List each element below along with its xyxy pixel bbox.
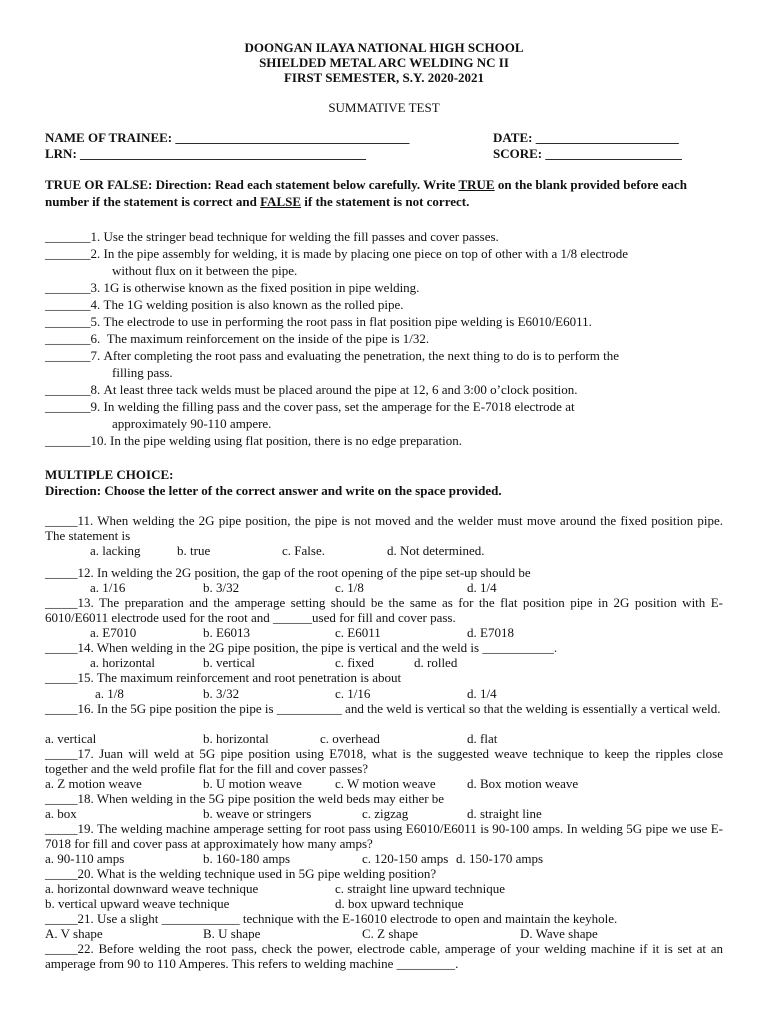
tf-statement: In the pipe assembly for welding, it is made by placing one piece on top of other with a 1/8 electrode bbox=[103, 246, 629, 261]
q14-options bbox=[0, 655, 700, 670]
school-name: DOONGAN ILAYA NATIONAL HIGH SCHOOL bbox=[244, 40, 524, 55]
option-a[interactable]: a. 1/8 bbox=[95, 686, 124, 701]
option-b[interactable]: b. 3/32 bbox=[203, 686, 240, 701]
lrn-field[interactable]: LRN: ____________________________________________ bbox=[45, 146, 367, 161]
tf-number: _______6. bbox=[45, 331, 107, 346]
tf-statement: The 1G welding position is also known as the rolled pipe. bbox=[103, 297, 404, 312]
option-a[interactable]: a. 1/16 bbox=[90, 580, 126, 595]
option-b[interactable]: b. horizontal bbox=[203, 731, 269, 746]
tf-item-9[interactable] bbox=[45, 398, 725, 415]
option-d[interactable]: d. 1/4 bbox=[467, 580, 497, 595]
tf-list bbox=[45, 228, 725, 449]
q16-options bbox=[0, 731, 700, 746]
tf-item-8[interactable] bbox=[45, 381, 725, 398]
option-b[interactable]: B. U shape bbox=[203, 926, 261, 941]
tf-statement: The electrode to use in performing the root pass in flat position pipe welding is E6010/E6011. bbox=[103, 314, 592, 329]
option-c[interactable]: c. False. bbox=[282, 543, 325, 558]
tf-true-word: TRUE bbox=[458, 177, 495, 192]
option-a[interactable]: a. vertical bbox=[45, 731, 97, 746]
tf-statement: At least three tack welds must be placed around the pipe at 12, 6 and 3:00 o’clock position. bbox=[103, 382, 578, 397]
q12-options bbox=[0, 580, 700, 595]
score-field[interactable]: SCORE: _____________________ bbox=[493, 146, 682, 161]
tf-statement: 1G is otherwise known as the fixed position in pipe welding. bbox=[103, 280, 420, 295]
tf-number: _______3. bbox=[45, 280, 104, 295]
option-d[interactable]: d. flat bbox=[467, 731, 498, 746]
tf-direction-mid: on the blank provided before each number if the statement is correct and bbox=[45, 177, 687, 209]
tf-number: _______10. bbox=[45, 433, 110, 448]
question-21[interactable]: _____21. Use a slight ____________ technique with the E-16010 electrode to open and maintain the keyhole. bbox=[45, 911, 618, 926]
q15-options bbox=[0, 686, 700, 701]
option-a[interactable]: A. V shape bbox=[45, 926, 103, 941]
option-b[interactable]: b. 160-180 amps bbox=[203, 851, 291, 866]
q20-options-row2 bbox=[0, 896, 700, 911]
question-22[interactable]: _____22. Before welding the root pass, check the power, electrode cable, amperage of your welding machine if it is set at an amperage from 90 to 110 Amperes. This refers to welding machine _________. bbox=[45, 941, 723, 971]
name-field[interactable]: NAME OF TRAINEE: ____________________________________ bbox=[45, 130, 410, 145]
question-12[interactable]: _____12. In welding the 2G position, the gap of the root opening of the pipe set-up should be bbox=[45, 565, 531, 580]
question-14[interactable]: _____14. When welding in the 2G pipe position, the pipe is vertical and the weld is ___________. bbox=[45, 640, 558, 655]
option-c[interactable]: c. E6011 bbox=[335, 625, 381, 640]
tf-item-7[interactable] bbox=[45, 347, 725, 364]
tf-item-10[interactable] bbox=[45, 432, 725, 449]
option-a[interactable]: a. E7010 bbox=[90, 625, 137, 640]
tf-item-4[interactable] bbox=[45, 296, 725, 313]
tf-item-5[interactable] bbox=[45, 313, 725, 330]
option-b[interactable]: b. weave or stringers bbox=[203, 806, 312, 821]
option-d[interactable]: d. Not determined. bbox=[387, 543, 485, 558]
q18-options bbox=[0, 806, 700, 821]
tf-direction-prefix: TRUE OR FALSE: Direction: Read each statement below carefully. Write bbox=[45, 177, 459, 192]
option-c[interactable]: c. W motion weave bbox=[335, 776, 436, 791]
option-c[interactable]: c. zigzag bbox=[362, 806, 409, 821]
tf-item-6[interactable] bbox=[45, 330, 725, 347]
tf-statement: After completing the root pass and evaluating the penetration, the next thing to do is to perform the bbox=[103, 348, 620, 363]
option-d[interactable]: d. straight line bbox=[467, 806, 542, 821]
q20-options-row1 bbox=[0, 881, 700, 896]
option-d[interactable]: d. 1/4 bbox=[467, 686, 497, 701]
q11-options bbox=[0, 543, 700, 558]
q17-options bbox=[0, 776, 700, 791]
test-title: SUMMATIVE TEST bbox=[328, 100, 440, 115]
option-a[interactable]: a. Z motion weave bbox=[45, 776, 142, 791]
option-c[interactable]: c. straight line upward technique bbox=[335, 881, 506, 896]
tf-statement-continued: filling pass. bbox=[112, 365, 173, 380]
tf-number: _______1. bbox=[45, 229, 104, 244]
option-b[interactable]: b. vertical bbox=[203, 655, 255, 670]
option-d[interactable]: d. box upward technique bbox=[335, 896, 464, 911]
option-d[interactable]: d. 150-170 amps bbox=[456, 851, 544, 866]
option-c[interactable]: c. 120-150 amps bbox=[362, 851, 449, 866]
tf-false-word: FALSE bbox=[260, 194, 302, 209]
option-a[interactable]: a. horizontal downward weave technique bbox=[45, 881, 259, 896]
q19-options bbox=[0, 851, 700, 866]
q13-options bbox=[0, 625, 700, 640]
tf-number: _______2. bbox=[45, 246, 104, 261]
tf-item-1[interactable] bbox=[45, 228, 725, 245]
tf-number: _______7. bbox=[45, 348, 104, 363]
tf-statement-continued: approximately 90-110 ampere. bbox=[112, 416, 272, 431]
question-16[interactable]: _____16. In the 5G pipe position the pipe is __________ and the weld is vertical so that the welding is essentially a vertical weld. bbox=[45, 701, 721, 716]
semester-label: FIRST SEMESTER, S.Y. 2020-2021 bbox=[283, 70, 485, 85]
q21-options bbox=[0, 926, 700, 941]
option-d[interactable]: d. E7018 bbox=[467, 625, 514, 640]
option-d[interactable]: d. rolled bbox=[414, 655, 458, 670]
mc-title: MULTIPLE CHOICE: bbox=[45, 467, 174, 482]
option-a[interactable]: a. 90-110 amps bbox=[45, 851, 125, 866]
option-b[interactable]: b. U motion weave bbox=[203, 776, 302, 791]
mc-direction: Direction: Choose the letter of the correct answer and write on the space provided. bbox=[45, 483, 502, 498]
tf-statement: In the pipe welding using flat position, there is no edge preparation. bbox=[110, 433, 462, 448]
tf-number: _______5. bbox=[45, 314, 104, 329]
option-a[interactable]: a. lacking bbox=[90, 543, 141, 558]
tf-number: _______9. bbox=[45, 399, 104, 414]
tf-direction-suffix: if the statement is not correct. bbox=[301, 194, 470, 209]
option-c[interactable]: c. overhead bbox=[320, 731, 380, 746]
tf-statement-continued: without flux on it between the pipe. bbox=[112, 263, 298, 278]
option-c[interactable]: c. 1/16 bbox=[335, 686, 371, 701]
question-19[interactable]: _____19. The welding machine amperage setting for root pass using E6010/E6011 is 90-100 amps. In welding 5G pipe we use E-7018 for fill and cover pass at approximately how many amps? bbox=[45, 821, 723, 851]
question-18[interactable]: _____18. When welding in the 5G pipe position the weld beds may either be bbox=[45, 791, 445, 806]
option-c[interactable]: C. Z shape bbox=[362, 926, 418, 941]
question-20[interactable]: _____20. What is the welding technique used in 5G pipe welding position? bbox=[45, 866, 437, 881]
question-13[interactable]: _____13. The preparation and the amperage setting should be the same as for the flat position pipe in 2G position with E-6010/E6011 electrode used for the root and ______used for fill and cover pass. bbox=[45, 595, 723, 625]
option-a[interactable]: a. box bbox=[45, 806, 77, 821]
option-c[interactable]: c. 1/8 bbox=[335, 580, 364, 595]
option-b[interactable]: b. E6013 bbox=[203, 625, 250, 640]
question-17[interactable]: _____17. Juan will weld at 5G pipe position using E7018, what is the suggested weave technique to keep the ripples close together and the weld profile flat for the fill and cover passes? bbox=[45, 746, 723, 776]
question-11[interactable]: _____11. When welding the 2G pipe position, the pipe is not moved and the welder must move around the fixed position pipe. The statement is bbox=[45, 513, 723, 543]
tf-direction bbox=[45, 176, 723, 210]
tf-statement: The maximum reinforcement on the inside of the pipe is 1/32. bbox=[106, 331, 430, 346]
option-b[interactable]: b. vertical upward weave technique bbox=[45, 896, 230, 911]
tf-number: _______8. bbox=[45, 382, 104, 397]
question-15[interactable]: _____15. The maximum reinforcement and root penetration is about bbox=[45, 670, 402, 685]
option-d[interactable]: D. Wave shape bbox=[520, 926, 598, 941]
tf-item-2[interactable] bbox=[45, 245, 725, 262]
tf-statement: In welding the filling pass and the cover pass, set the amperage for the E-7018 electrode at bbox=[103, 399, 575, 414]
option-c[interactable]: c. fixed bbox=[335, 655, 374, 670]
option-b[interactable]: b. 3/32 bbox=[203, 580, 240, 595]
option-b[interactable]: b. true bbox=[177, 543, 211, 558]
course-name: SHIELDED METAL ARC WELDING NC II bbox=[259, 55, 509, 70]
tf-statement: Use the stringer bead technique for welding the fill passes and cover passes. bbox=[103, 229, 499, 244]
date-field[interactable]: DATE: ______________________ bbox=[493, 130, 679, 145]
option-d[interactable]: d. Box motion weave bbox=[467, 776, 579, 791]
tf-item-3[interactable] bbox=[45, 279, 725, 296]
option-a[interactable]: a. horizontal bbox=[90, 655, 155, 670]
tf-number: _______4. bbox=[45, 297, 104, 312]
